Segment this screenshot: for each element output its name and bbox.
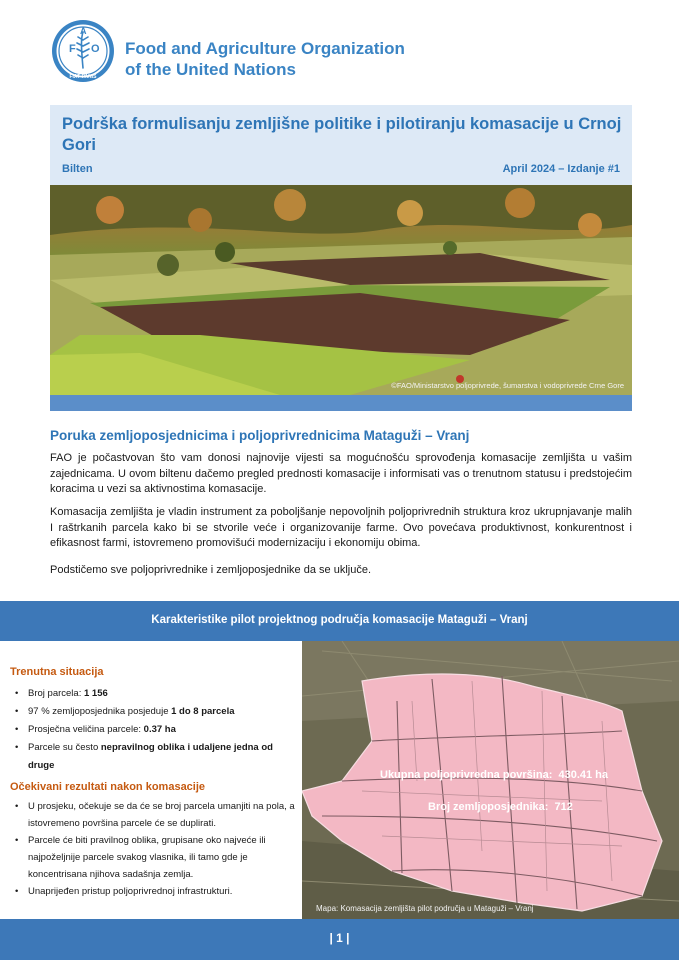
message-paragraph-1: FAO je počastvovan što vam donosi najnovije vijesti sa mogućnošću sprovođenja komasacije zemljišta u vašim zajednicama. U ovom biltenu dačemo pregled prednosti komasacije i informisati vas o trenutnom statusu i predstojećim koracima u vezi sa aktivnostima komasacije. <box>50 452 632 495</box>
list-item: • Parcele će biti pravilnog oblika, grupisane oko najveće ili najpoželjnije parcele svakog vlasnika, ili tamo gde je koncentrisana njihova sadašnja zemlja. <box>10 832 298 883</box>
org-name-line1: Food and Agriculture Organization <box>125 39 405 58</box>
list-item: • Unaprijeđen pristup poljoprivrednoj infrastrukturi. <box>10 883 298 900</box>
list-item: • 97 % zemljoposjednika posjeduje 1 do 8 parcela <box>10 703 298 721</box>
page-header <box>0 0 679 105</box>
logo-motto: FIAT PANIS <box>69 74 97 80</box>
pilot-band <box>0 601 679 641</box>
pilot-area-map <box>302 641 679 919</box>
org-name-line2: of the United Nations <box>125 60 296 79</box>
current-situation-list <box>10 685 298 775</box>
map-caption: Mapa: Komasacija zemljišta pilot područja u Mataguži – Vranj <box>316 904 534 913</box>
message-paragraph-2: Komasacija zemljišta je vladin instrument za poboljšanje nepovoljnih poljoprivrednih struktura kroz ukrupnjavanje malih I raštrkanih parcela kako bi se stvorile veće i organizovanije farme. Ovo povećava produktivnost, konkurentnost i efikasnost farmi, istovremeno promovišući modernizaciju i ekonomiju obima. <box>50 506 632 549</box>
farm-fields-illustration <box>50 185 632 395</box>
map-owners-label: Broj zemljoposjednika: 712 <box>428 801 573 813</box>
list-item: • Prosječna veličina parcele: 0.37 ha <box>10 721 298 739</box>
expected-results-heading: Očekivani rezultati nakon komasacije <box>10 781 206 793</box>
message-heading: Poruka zemljoposjednicima i poljoprivrednicima Mataguži – Vranj <box>50 428 470 443</box>
newsletter-kind: Bilten <box>62 163 93 175</box>
list-item: • Parcele su često nepravilnog oblika i udaljene jedna od druge <box>10 739 298 775</box>
fao-logo-icon <box>50 18 116 84</box>
cover-photo <box>50 185 632 395</box>
newsletter-title: Podrška formulisanju zemljišne politike i pilotiranju komasacije u Crnoj Gori <box>62 115 622 154</box>
pilot-facts <box>0 641 302 919</box>
message-paragraph-3: Podstičemo sve poljoprivrednike i zemljoposjednike da se uključe. <box>50 564 371 576</box>
photo-credit: ©FAO/Ministarstvo poljoprivrede, šumarstva i vodoprivrede Crne Gore <box>391 381 624 390</box>
map-area-label: Ukupna poljoprivredna površina: 430.41 ha <box>380 769 609 781</box>
list-item: • Broj parcela: 1 156 <box>10 685 298 703</box>
list-item: • U prosjeku, očekuje se da će se broj parcela umanjiti na pola, a istovremeno površina parcele će se duplirati. <box>10 798 298 832</box>
pilot-band-title: Karakteristike pilot projektnog područja komasacije Mataguži – Vranj <box>151 614 528 626</box>
logo-letter-o: O <box>91 43 100 55</box>
org-name <box>125 38 405 80</box>
logo-letter-a: A <box>80 26 87 36</box>
photo-bar <box>50 395 632 411</box>
page-number: | 1 | <box>329 931 350 945</box>
page-footer <box>0 919 679 960</box>
logo-letter-f: F <box>69 43 76 55</box>
expected-results-list <box>10 798 298 900</box>
title-band <box>50 105 632 185</box>
current-situation-heading: Trenutna situacija <box>10 666 104 678</box>
newsletter-issue: April 2024 – Izdanje #1 <box>502 163 620 175</box>
